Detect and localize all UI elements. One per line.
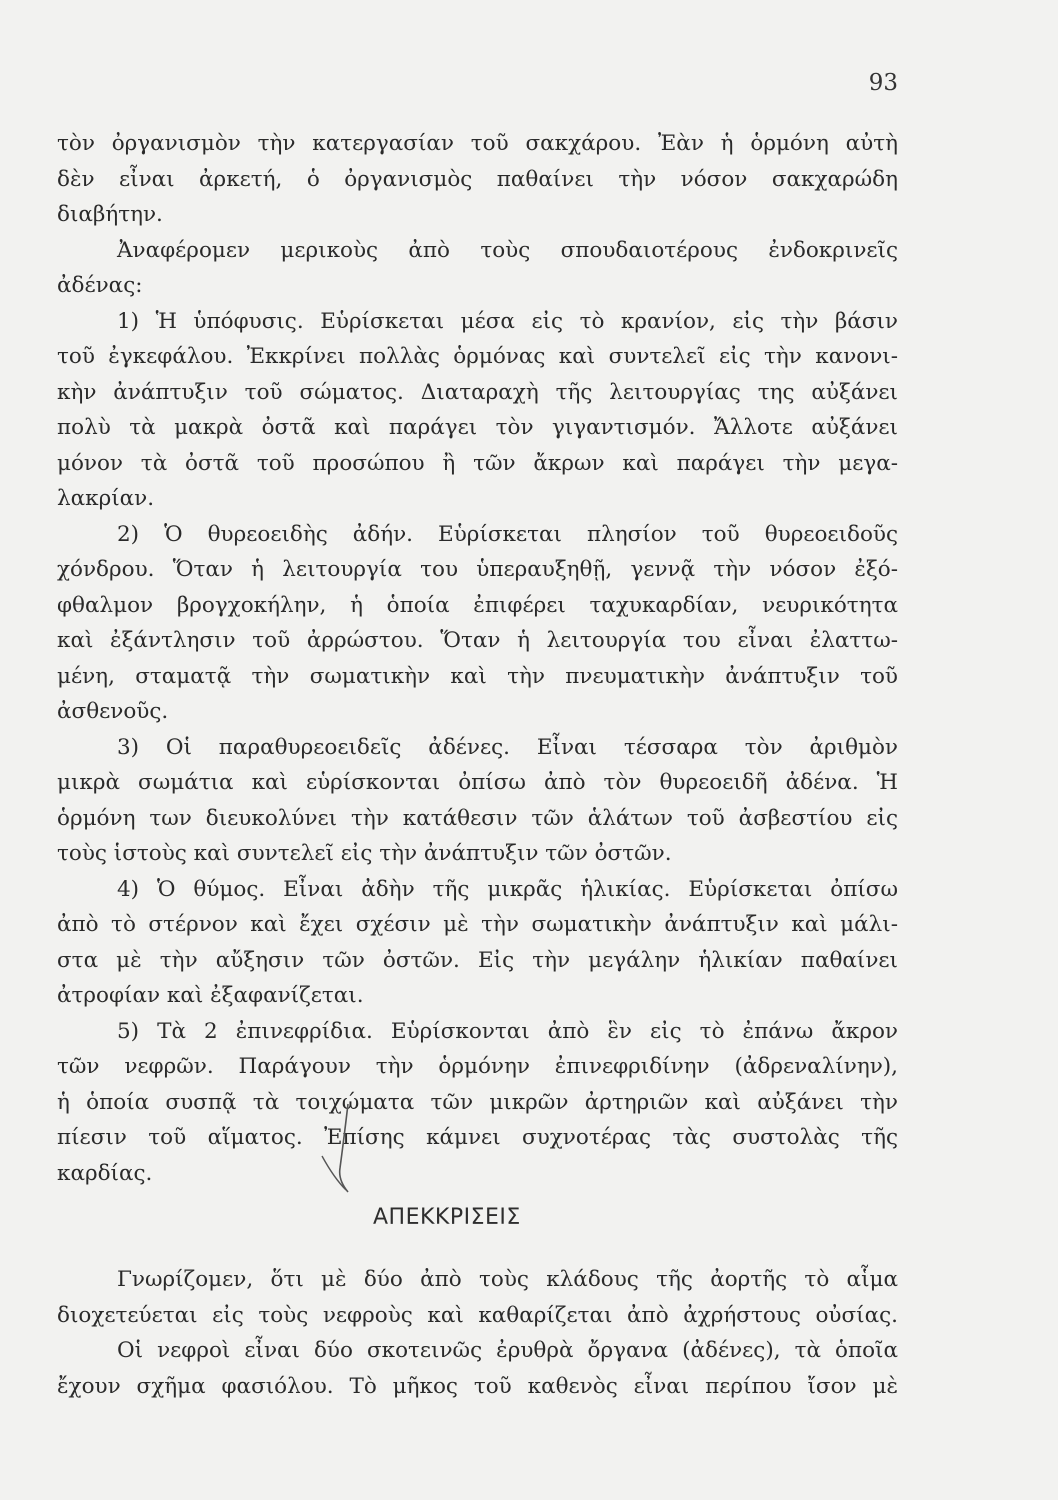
text-line: διαβήτην.: [57, 202, 163, 227]
text-line: πίεσιν τοῦ αἵματος. Ἐπίσης κάμνει συχνοτέρας τὰς συστολὰς τῆς: [57, 1125, 898, 1150]
text-line: ἀπὸ τὸ στέρνον καὶ ἔχει σχέσιν μὲ τὴν σωματικὴν ἀνάπτυξιν καὶ μάλι-: [57, 912, 898, 937]
text-line: χόνδρου. Ὅταν ἡ λειτουργία του ὑπεραυξηθῇ, γεννᾷ τὴν νόσον ἐξό-: [57, 557, 898, 582]
text-line: τῶν νεφρῶν. Παράγουν τὴν ὁρμόνην ἐπινεφριδίνην (ἀδρεναλίνην),: [57, 1054, 898, 1079]
text-line: ἀδένας:: [57, 273, 143, 298]
text-line: ἔχουν σχῆμα φασιόλου. Τὸ μῆκος τοῦ καθενὸς εἶναι περίπου ἴσον μὲ: [57, 1373, 898, 1399]
text-line: τοῦ ἐγκεφάλου. Ἐκκρίνει πολλὰς ὁρμόνας καὶ συντελεῖ εἰς τὴν κανονι-: [57, 344, 898, 369]
text-line: Ἀναφέρομεν μερικοὺς ἀπὸ τοὺς σπουδαιοτέρους ἐνδοκρινεῖς: [117, 237, 898, 263]
text-line: 2) Ὁ θυρεοειδὴς ἀδήν. Εὑρίσκεται πλησίον τοῦ θυρεοειδοῦς: [117, 521, 898, 547]
text-line: 4) Ὁ θύμος. Εἶναι ἀδὴν τῆς μικρᾶς ἡλικίας. Εὑρίσκεται ὀπίσω: [117, 876, 898, 902]
text-line: μόνον τὰ ὀστᾶ τοῦ προσώπου ἢ τῶν ἄκρων καὶ παράγει τὴν μεγα-: [57, 450, 898, 476]
page-number: 93: [868, 70, 898, 96]
text-line: ὁρμόνη των διευκολύνει τὴν κατάθεσιν τῶν ἁλάτων τοῦ ἀσβεστίου εἰς: [57, 805, 898, 831]
text-line: μικρὰ σωμάτια καὶ εὑρίσκονται ὀπίσω ἀπὸ τὸν θυρεοειδῆ ἀδένα. Ἡ: [57, 770, 898, 795]
pen-mark-icon: [300, 1098, 380, 1198]
text-line: πολὺ τὰ μακρὰ ὀστᾶ καὶ παράγει τὸν γιγαντισμόν. Ἄλλοτε αὐξάνει: [57, 415, 898, 440]
spacer: [57, 1244, 898, 1262]
text-line: κὴν ἀνάπτυξιν τοῦ σώματος. Διαταραχὴ τῆς λειτουργίας της αὐξάνει: [57, 379, 898, 405]
body-text: [57, 126, 898, 1404]
text-line: ἀτροφίαν καὶ ἐξαφανίζεται.: [57, 983, 364, 1008]
text-line: τὸν ὀργανισμὸν τὴν κατεργασίαν τοῦ σακχάρου. Ἐὰν ἡ ὁρμόνη αὐτὴ: [57, 131, 898, 156]
text-line: ἀσθενοῦς.: [57, 699, 169, 724]
text-line: ἡ ὁποία συσπᾷ τὰ τοιχώματα τῶν μικρῶν ἀρτηριῶν καὶ αὐξάνει τὴν: [57, 1089, 898, 1115]
text-line: μένη, σταματᾷ τὴν σωματικὴν καὶ τὴν πνευματικὴν ἀνάπτυξιν τοῦ: [57, 663, 898, 689]
text-line: στα μὲ τὴν αὔξησιν τῶν ὀστῶν. Εἰς τὴν μεγάλην ἡλικίαν παθαίνει: [57, 947, 898, 973]
text-line: καρδίας.: [57, 1160, 153, 1186]
text-line: Γνωρίζομεν, ὅτι μὲ δύο ἀπὸ τοὺς κλάδους τῆς ἀορτῆς τὸ αἷμα: [117, 1267, 898, 1292]
text-line: φθαλμον βρογχοκήλην, ἡ ὁποία ἐπιφέρει ταχυκαρδίαν, νευρικότητα: [57, 592, 898, 618]
text-line: καὶ ἐξάντλησιν τοῦ ἀρρώστου. Ὅταν ἡ λειτουργία του εἶναι ἐλαττω-: [57, 628, 898, 653]
text-line: τοὺς ἱστοὺς καὶ συντελεῖ εἰς τὴν ἀνάπτυξιν τῶν ὀστῶν.: [57, 841, 672, 866]
section-heading: ΑΠΕΚΚΡΙΣΕΙΣ: [373, 1205, 521, 1230]
text-line: 3) Οἱ παραθυρεοειδεῖς ἀδένες. Εἶναι τέσσαρα τὸν ἀριθμὸν: [117, 734, 898, 760]
text-line: 1) Ἡ ὑπόφυσις. Εὑρίσκεται μέσα εἰς τὸ κρανίον, εἰς τὴν βάσιν: [117, 308, 898, 334]
text-line: 5) Τὰ 2 ἐπινεφρίδια. Εὑρίσκονται ἀπὸ ἓν εἰς τὸ ἐπάνω ἄκρον: [117, 1018, 898, 1044]
text-line: δὲν εἶναι ἀρκετή, ὁ ὀργανισμὸς παθαίνει τὴν νόσον σακχαρώδη: [57, 166, 898, 192]
text-line: λακρίαν.: [57, 486, 155, 511]
text-line: διοχετεύεται εἰς τοὺς νεφροὺς καὶ καθαρίζεται ἀπὸ ἀχρήστους οὐσίας.: [57, 1302, 898, 1328]
text-line: Οἱ νεφροὶ εἶναι δύο σκοτεινῶς ἐρυθρὰ ὄργανα (ἀδένες), τὰ ὁποῖα: [117, 1338, 898, 1363]
